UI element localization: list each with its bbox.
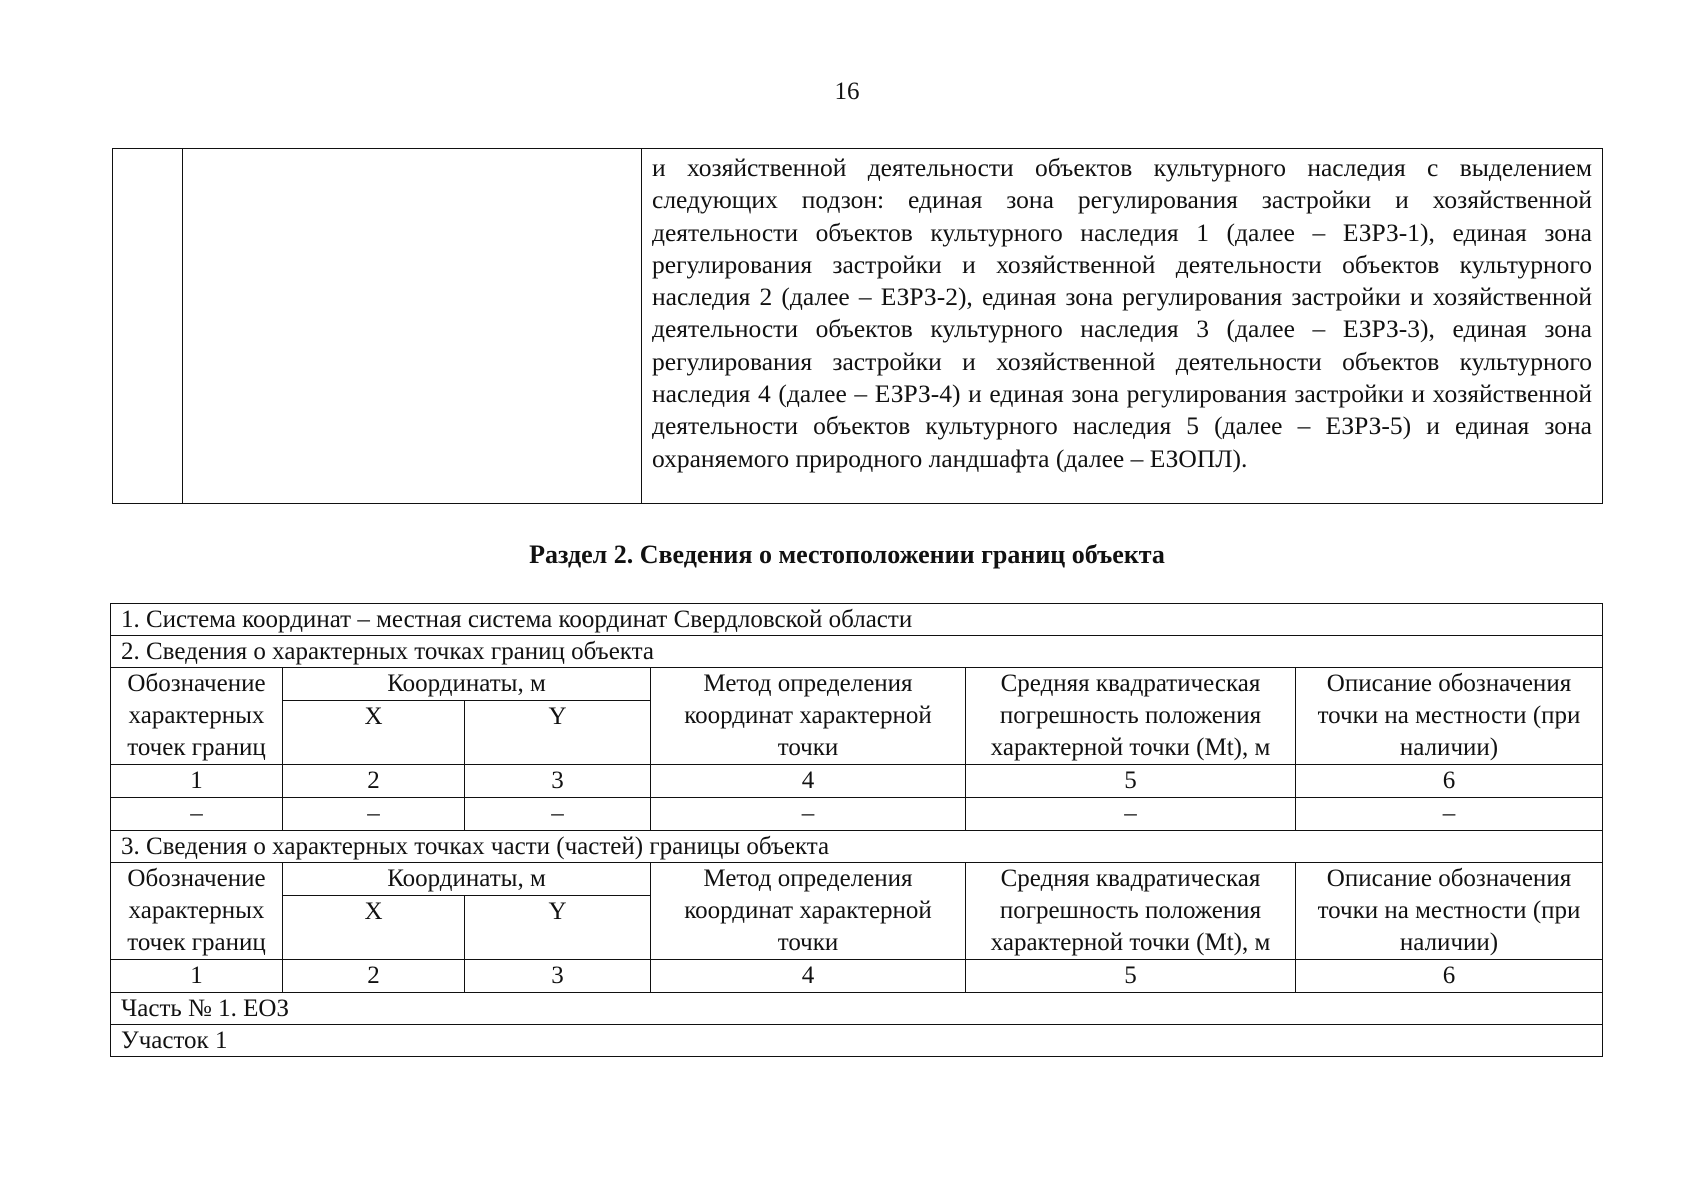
header-row-1 bbox=[111, 668, 1603, 701]
column-number: 5 bbox=[966, 765, 1296, 798]
dash-cell: – bbox=[651, 798, 966, 831]
y-header: Y bbox=[465, 701, 651, 765]
mt-header: Средняя квадратическая погрешность положения характерной точки (Mt), м bbox=[966, 863, 1296, 960]
x-header: X bbox=[283, 896, 465, 960]
method-header: Метод определения координат характерной точки bbox=[651, 668, 966, 765]
part-label-row bbox=[111, 993, 1603, 1025]
column-number: 4 bbox=[651, 765, 966, 798]
dash-cell: – bbox=[966, 798, 1296, 831]
designation-header: Обозначение характерных точек границ bbox=[111, 668, 283, 765]
column-number: 1 bbox=[111, 960, 283, 993]
empty-cell-2 bbox=[183, 149, 642, 504]
dash-cell: – bbox=[111, 798, 283, 831]
column-numbers-row bbox=[111, 960, 1603, 993]
column-number: 4 bbox=[651, 960, 966, 993]
column-number: 6 bbox=[1296, 960, 1603, 993]
y-header: Y bbox=[465, 896, 651, 960]
x-header: X bbox=[283, 701, 465, 765]
column-number: 2 bbox=[283, 960, 465, 993]
column-number: 3 bbox=[465, 960, 651, 993]
designation-header: Обозначение характерных точек границ bbox=[111, 863, 283, 960]
column-number: 5 bbox=[966, 960, 1296, 993]
column-numbers-row bbox=[111, 765, 1603, 798]
zone-description-cell bbox=[642, 149, 1603, 504]
zone-description-text: и хозяйственной деятельности объектов культурного наследия с выделением следующих подзон: единая зона регулирования застройки и хозяйственной деятельности объектов культурного наследия 1 (далее – ЕЗРЗ-1), единая зона регулирования застройки и хозяйственной деятельности объектов культурного наследия 2 (далее – ЕЗРЗ-2), единая зона регулирования застройки и хозяйственной деятельности объектов культурного наследия 3 (далее – ЕЗРЗ-3), единая зона регулирования застройки и хозяйственной деятельности объектов культурного наследия 4 (далее – ЕЗРЗ-4) и единая зона регулирования застройки и хозяйственной деятельности объектов культурного наследия 5 (далее – ЕЗРЗ-5) и единая зона охраняемого природного ландшафта (далее – ЕЗОПЛ). bbox=[652, 153, 1592, 473]
dash-cell: – bbox=[283, 798, 465, 831]
section-title: Раздел 2. Сведения о местоположении границ объекта bbox=[529, 540, 1165, 569]
coord-system-row bbox=[111, 604, 1603, 636]
dash-cell: – bbox=[1296, 798, 1603, 831]
coords-header: Координаты, м bbox=[283, 668, 651, 701]
part-points-row bbox=[111, 831, 1603, 863]
header-row-1 bbox=[111, 863, 1603, 896]
coord-system-text: 1. Система координат – местная система координат Свердловской области bbox=[111, 604, 1603, 636]
plot-label-row bbox=[111, 1025, 1603, 1057]
boundary-points-row bbox=[111, 636, 1603, 668]
part-label: Часть № 1. ЕОЗ bbox=[111, 993, 1603, 1025]
part-points-text: 3. Сведения о характерных точках части (частей) границы объекта bbox=[111, 831, 1603, 863]
boundary-points-text: 2. Сведения о характерных точках границ объекта bbox=[111, 636, 1603, 668]
mt-header: Средняя квадратическая погрешность положения характерной точки (Mt), м bbox=[966, 668, 1296, 765]
column-number: 3 bbox=[465, 765, 651, 798]
column-number: 6 bbox=[1296, 765, 1603, 798]
column-number: 1 bbox=[111, 765, 283, 798]
coordinates-table bbox=[110, 603, 1603, 1057]
plot-label: Участок 1 bbox=[111, 1025, 1603, 1057]
description-header: Описание обозначения точки на местности (при наличии) bbox=[1296, 863, 1603, 960]
page-number: 16 bbox=[834, 78, 860, 105]
description-header: Описание обозначения точки на местности (при наличии) bbox=[1296, 668, 1603, 765]
dash-row bbox=[111, 798, 1603, 831]
dash-cell: – bbox=[465, 798, 651, 831]
continuation-table bbox=[112, 148, 1603, 504]
column-number: 2 bbox=[283, 765, 465, 798]
empty-cell-1 bbox=[113, 149, 183, 504]
method-header: Метод определения координат характерной точки bbox=[651, 863, 966, 960]
coords-header: Координаты, м bbox=[283, 863, 651, 896]
